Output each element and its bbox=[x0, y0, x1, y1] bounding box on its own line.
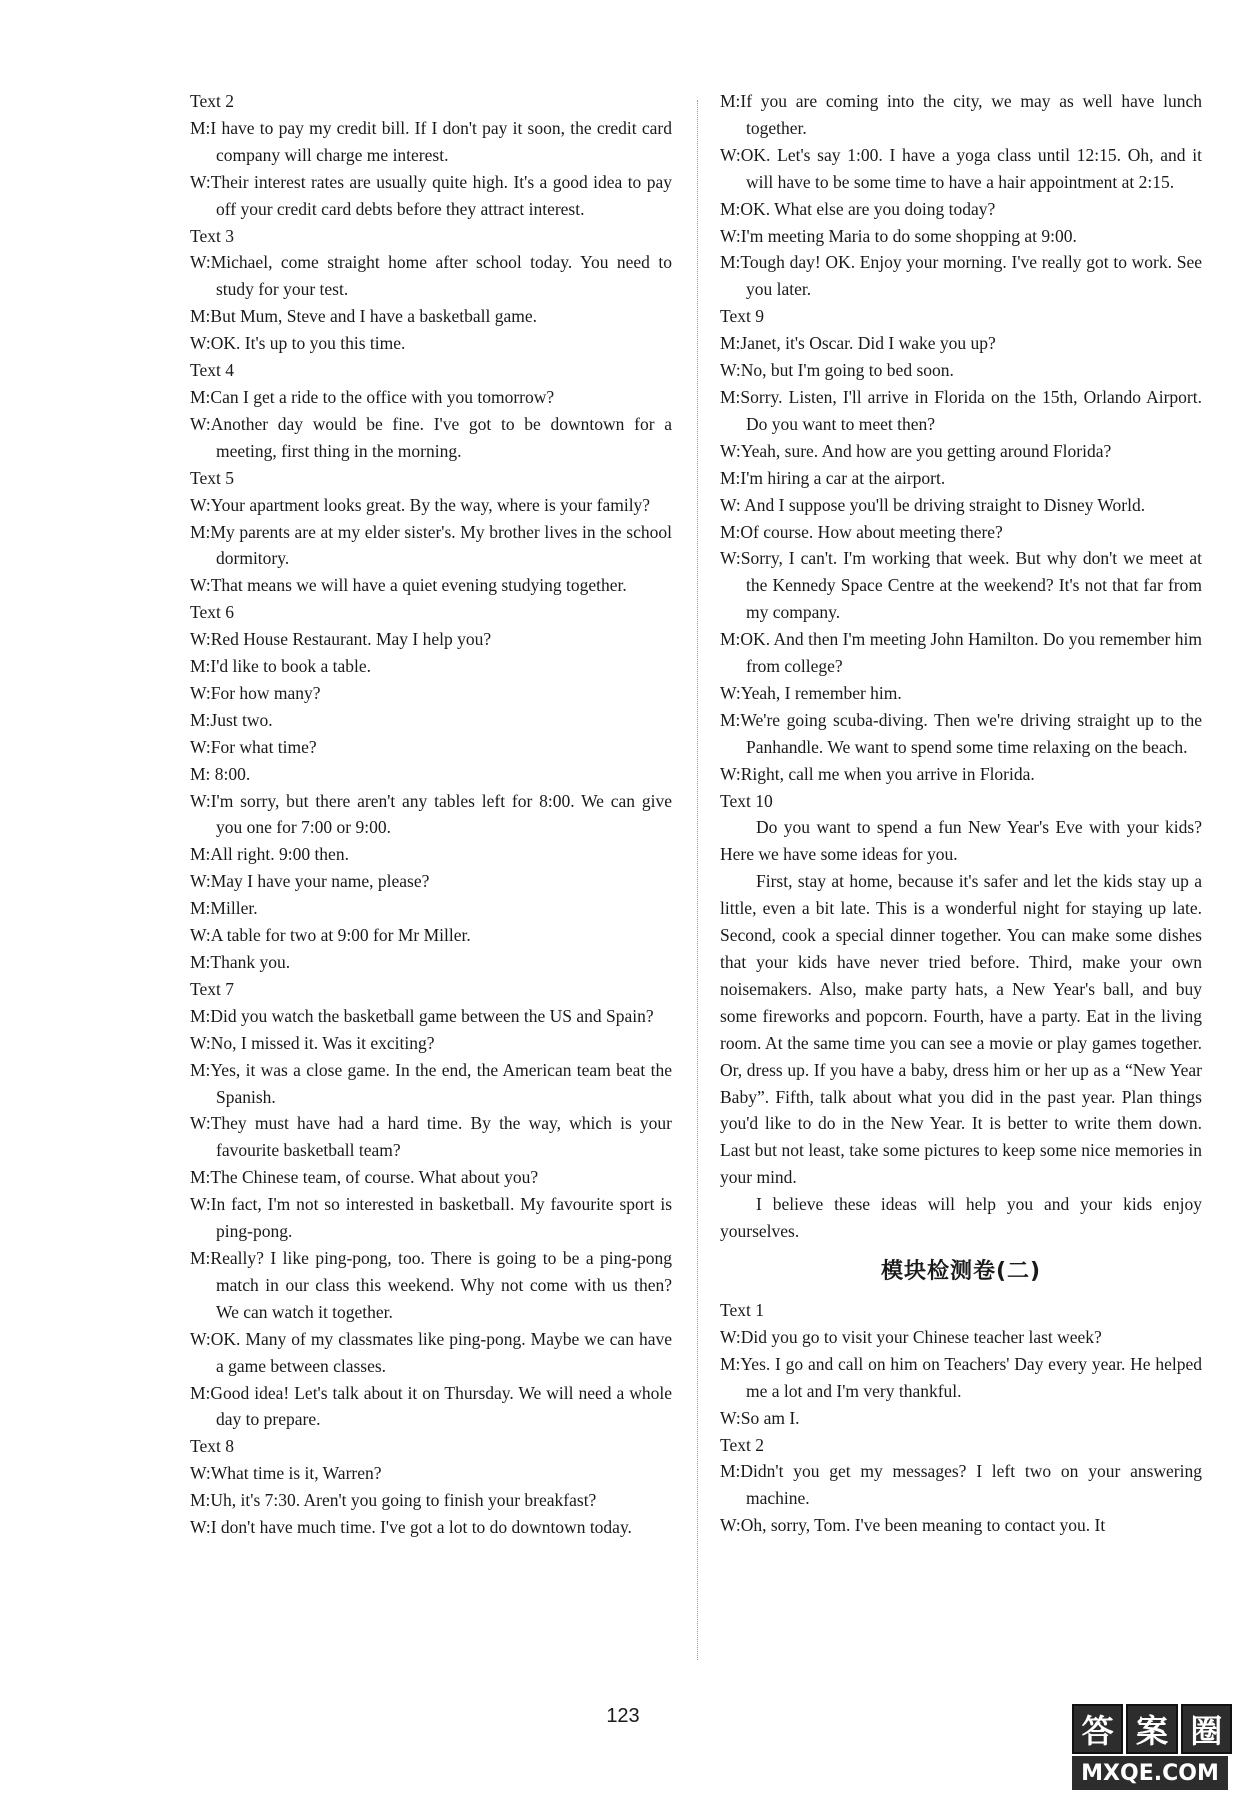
dialogue-line: W:Oh, sorry, Tom. I've been meaning to contact you. It bbox=[720, 1515, 1106, 1536]
right-column bbox=[720, 88, 1202, 1539]
dialogue-line: W:I'm sorry, but there aren't any tables left for 8:00. We can give you one for 7:00 or 9:00. bbox=[190, 790, 672, 838]
dialogue-line: M:Did you watch the basketball game between the US and Spain? bbox=[190, 1005, 654, 1026]
watermark-char: 答 bbox=[1072, 1704, 1123, 1754]
dialogue-line: W:Another day would be fine. I've got to be downtown for a meeting, first thing in the morning. bbox=[190, 413, 672, 461]
watermark-url: MXQE.COM bbox=[1072, 1756, 1228, 1790]
dialogue-line: W:Right, call me when you arrive in Florida. bbox=[720, 763, 1035, 784]
dialogue-line: M:Miller. bbox=[190, 898, 258, 919]
dialogue-line: W:I don't have much time. I've got a lot to do downtown today. bbox=[190, 1517, 632, 1538]
dialogue-line: M:Really? I like ping-pong, too. There is going to be a ping-pong match in our class this weekend. Why not come with us then? We can watch it together. bbox=[190, 1247, 672, 1322]
dialogue-line: M:Yes, it was a close game. In the end, the American team beat the Spanish. bbox=[190, 1059, 672, 1107]
passage-paragraph: Do you want to spend a fun New Year's Eve with your kids? Here we have some ideas for you. bbox=[720, 817, 1202, 865]
dialogue-line: M:OK. And then I'm meeting John Hamilton. Do you remember him from college? bbox=[720, 629, 1202, 677]
dialogue-line: M:Sorry. Listen, I'll arrive in Florida on the 15th, Orlando Airport. Do you want to meet then? bbox=[720, 386, 1202, 434]
dialogue-line: W:OK. It's up to you this time. bbox=[190, 333, 406, 354]
watermark-char: 案 bbox=[1126, 1704, 1177, 1754]
dialogue-line: M:We're going scuba-diving. Then we're driving straight up to the Panhandle. We want to spend some time relaxing on the beach. bbox=[720, 709, 1202, 757]
dialogue-line: W:They must have had a hard time. By the way, which is your favourite basketball team? bbox=[190, 1113, 672, 1161]
dialogue-line: W:Yeah, I remember him. bbox=[720, 682, 902, 703]
section-label: Text 9 bbox=[720, 306, 764, 327]
column-divider bbox=[697, 100, 698, 1660]
dialogue-line: W:OK. Let's say 1:00. I have a yoga class until 12:15. Oh, and it will have to be some time to have a hair appointment at 2:15. bbox=[720, 144, 1202, 192]
passage-paragraph: First, stay at home, because it's safer and let the kids stay up a little, even a bit late. This is a wonderful night for staying up late. Second, cook a special dinner together. You can make some dishes that your kids have never tried before. Third, make your own noisemakers. Also, make party hats, a New Year's ball, and buy some fireworks and popcorn. Fourth, have a party. Eat in the living room. At the same time you can see a movie or play games together. Or, dress up. If you have a baby, dress him or her up as a “New Year Baby”. Fifth, talk about what you did in the past year. Plan things you'd like to do in the New Year. It is better to write them down. Last but not least, take some pictures to keep some nice memories in your mind. bbox=[720, 871, 1202, 1188]
section-label: Text 10 bbox=[720, 790, 773, 811]
dialogue-line: M:I'm hiring a car at the airport. bbox=[720, 467, 946, 488]
dialogue-line: W:Red House Restaurant. May I help you? bbox=[190, 629, 492, 650]
dialogue-line: W:Their interest rates are usually quite high. It's a good idea to pay off your credit card debts before they attract interest. bbox=[190, 171, 672, 219]
dialogue-line: W:No, I missed it. Was it exciting? bbox=[190, 1032, 435, 1053]
dialogue-line: W:For what time? bbox=[190, 736, 317, 757]
dialogue-line: M:But Mum, Steve and I have a basketball game. bbox=[190, 306, 538, 327]
dialogue-line: W:I'm meeting Maria to do some shopping at 9:00. bbox=[720, 225, 1077, 246]
dialogue-line: M:Tough day! OK. Enjoy your morning. I've really got to work. See you later. bbox=[720, 252, 1202, 300]
dialogue-line: W:That means we will have a quiet evening studying together. bbox=[190, 575, 627, 596]
dialogue-line: M:OK. What else are you doing today? bbox=[720, 198, 996, 219]
dialogue-line: M: 8:00. bbox=[190, 763, 251, 784]
section-heading: 模块检测卷(二) bbox=[880, 1258, 1042, 1284]
dialogue-line: M:If you are coming into the city, we may as well have lunch together. bbox=[720, 91, 1202, 138]
dialogue-line: M:Thank you. bbox=[190, 952, 291, 972]
dialogue-line: W:May I have your name, please? bbox=[190, 871, 430, 892]
dialogue-line: W:OK. Many of my classmates like ping-pong. Maybe we can have a game between classes. bbox=[190, 1328, 672, 1376]
dialogue-line: W:A table for two at 9:00 for Mr Miller. bbox=[190, 925, 471, 946]
dialogue-line: W:So am I. bbox=[720, 1407, 800, 1428]
section-label: Text 5 bbox=[190, 467, 234, 488]
dialogue-line: W:No, but I'm going to bed soon. bbox=[720, 360, 954, 381]
dialogue-line: W:Michael, come straight home after school today. You need to study for your test. bbox=[190, 252, 672, 300]
dialogue-line: W:Your apartment looks great. By the way, where is your family? bbox=[190, 494, 651, 515]
section-label: Text 6 bbox=[190, 602, 234, 623]
left-column bbox=[190, 88, 672, 1541]
section-label: Text 3 bbox=[190, 225, 234, 246]
dialogue-line: M:I'd like to book a table. bbox=[190, 656, 372, 677]
dialogue-line: M:Just two. bbox=[190, 709, 273, 730]
dialogue-line: M:Yes. I go and call on him on Teachers' Day every year. He helped me a lot and I'm very thankful. bbox=[720, 1353, 1202, 1401]
page-number: 123 bbox=[606, 1705, 640, 1727]
dialogue-line: M:Of course. How about meeting there? bbox=[720, 521, 1003, 542]
section-label: Text 2 bbox=[720, 1434, 764, 1455]
dialogue-line: W:Sorry, I can't. I'm working that week. But why don't we meet at the Kennedy Space Centre at the weekend? It's not that far from my company. bbox=[720, 548, 1202, 623]
dialogue-line: W:In fact, I'm not so interested in basketball. My favourite sport is ping-pong. bbox=[190, 1194, 672, 1242]
dialogue-line: W:Did you go to visit your Chinese teacher last week? bbox=[720, 1326, 1102, 1347]
dialogue-line: M:Didn't you get my messages? I left two on your answering machine. bbox=[720, 1461, 1202, 1509]
dialogue-line: M:Janet, it's Oscar. Did I wake you up? bbox=[720, 333, 996, 354]
section-label: Text 1 bbox=[720, 1299, 764, 1320]
dialogue-line: W:Yeah, sure. And how are you getting around Florida? bbox=[720, 440, 1112, 461]
section-label: Text 4 bbox=[190, 360, 234, 381]
section-label: Text 7 bbox=[190, 978, 234, 999]
dialogue-line: W:What time is it, Warren? bbox=[190, 1463, 382, 1484]
dialogue-line: M:All right. 9:00 then. bbox=[190, 844, 349, 865]
watermark-char: 圈 bbox=[1181, 1704, 1232, 1754]
dialogue-line: W: And I suppose you'll be driving straight to Disney World. bbox=[720, 494, 1146, 515]
dialogue-line: M:The Chinese team, of course. What about you? bbox=[190, 1167, 539, 1188]
dialogue-line: M:Uh, it's 7:30. Aren't you going to finish your breakfast? bbox=[190, 1490, 597, 1511]
section-label: Text 8 bbox=[190, 1436, 234, 1457]
dialogue-line: M:Can I get a ride to the office with you tomorrow? bbox=[190, 386, 555, 407]
dialogue-line: M:Good idea! Let's talk about it on Thursday. We will need a whole day to prepare. bbox=[190, 1382, 672, 1430]
dialogue-line: W:For how many? bbox=[190, 682, 321, 703]
dialogue-line: M:I have to pay my credit bill. If I don't pay it soon, the credit card company will charge me interest. bbox=[190, 117, 672, 165]
passage-paragraph: I believe these ideas will help you and your kids enjoy yourselves. bbox=[720, 1194, 1202, 1242]
watermark-logo bbox=[1072, 1704, 1232, 1792]
dialogue-line: M:My parents are at my elder sister's. My brother lives in the school dormitory. bbox=[190, 521, 672, 569]
section-label: Text 2 bbox=[190, 91, 234, 111]
